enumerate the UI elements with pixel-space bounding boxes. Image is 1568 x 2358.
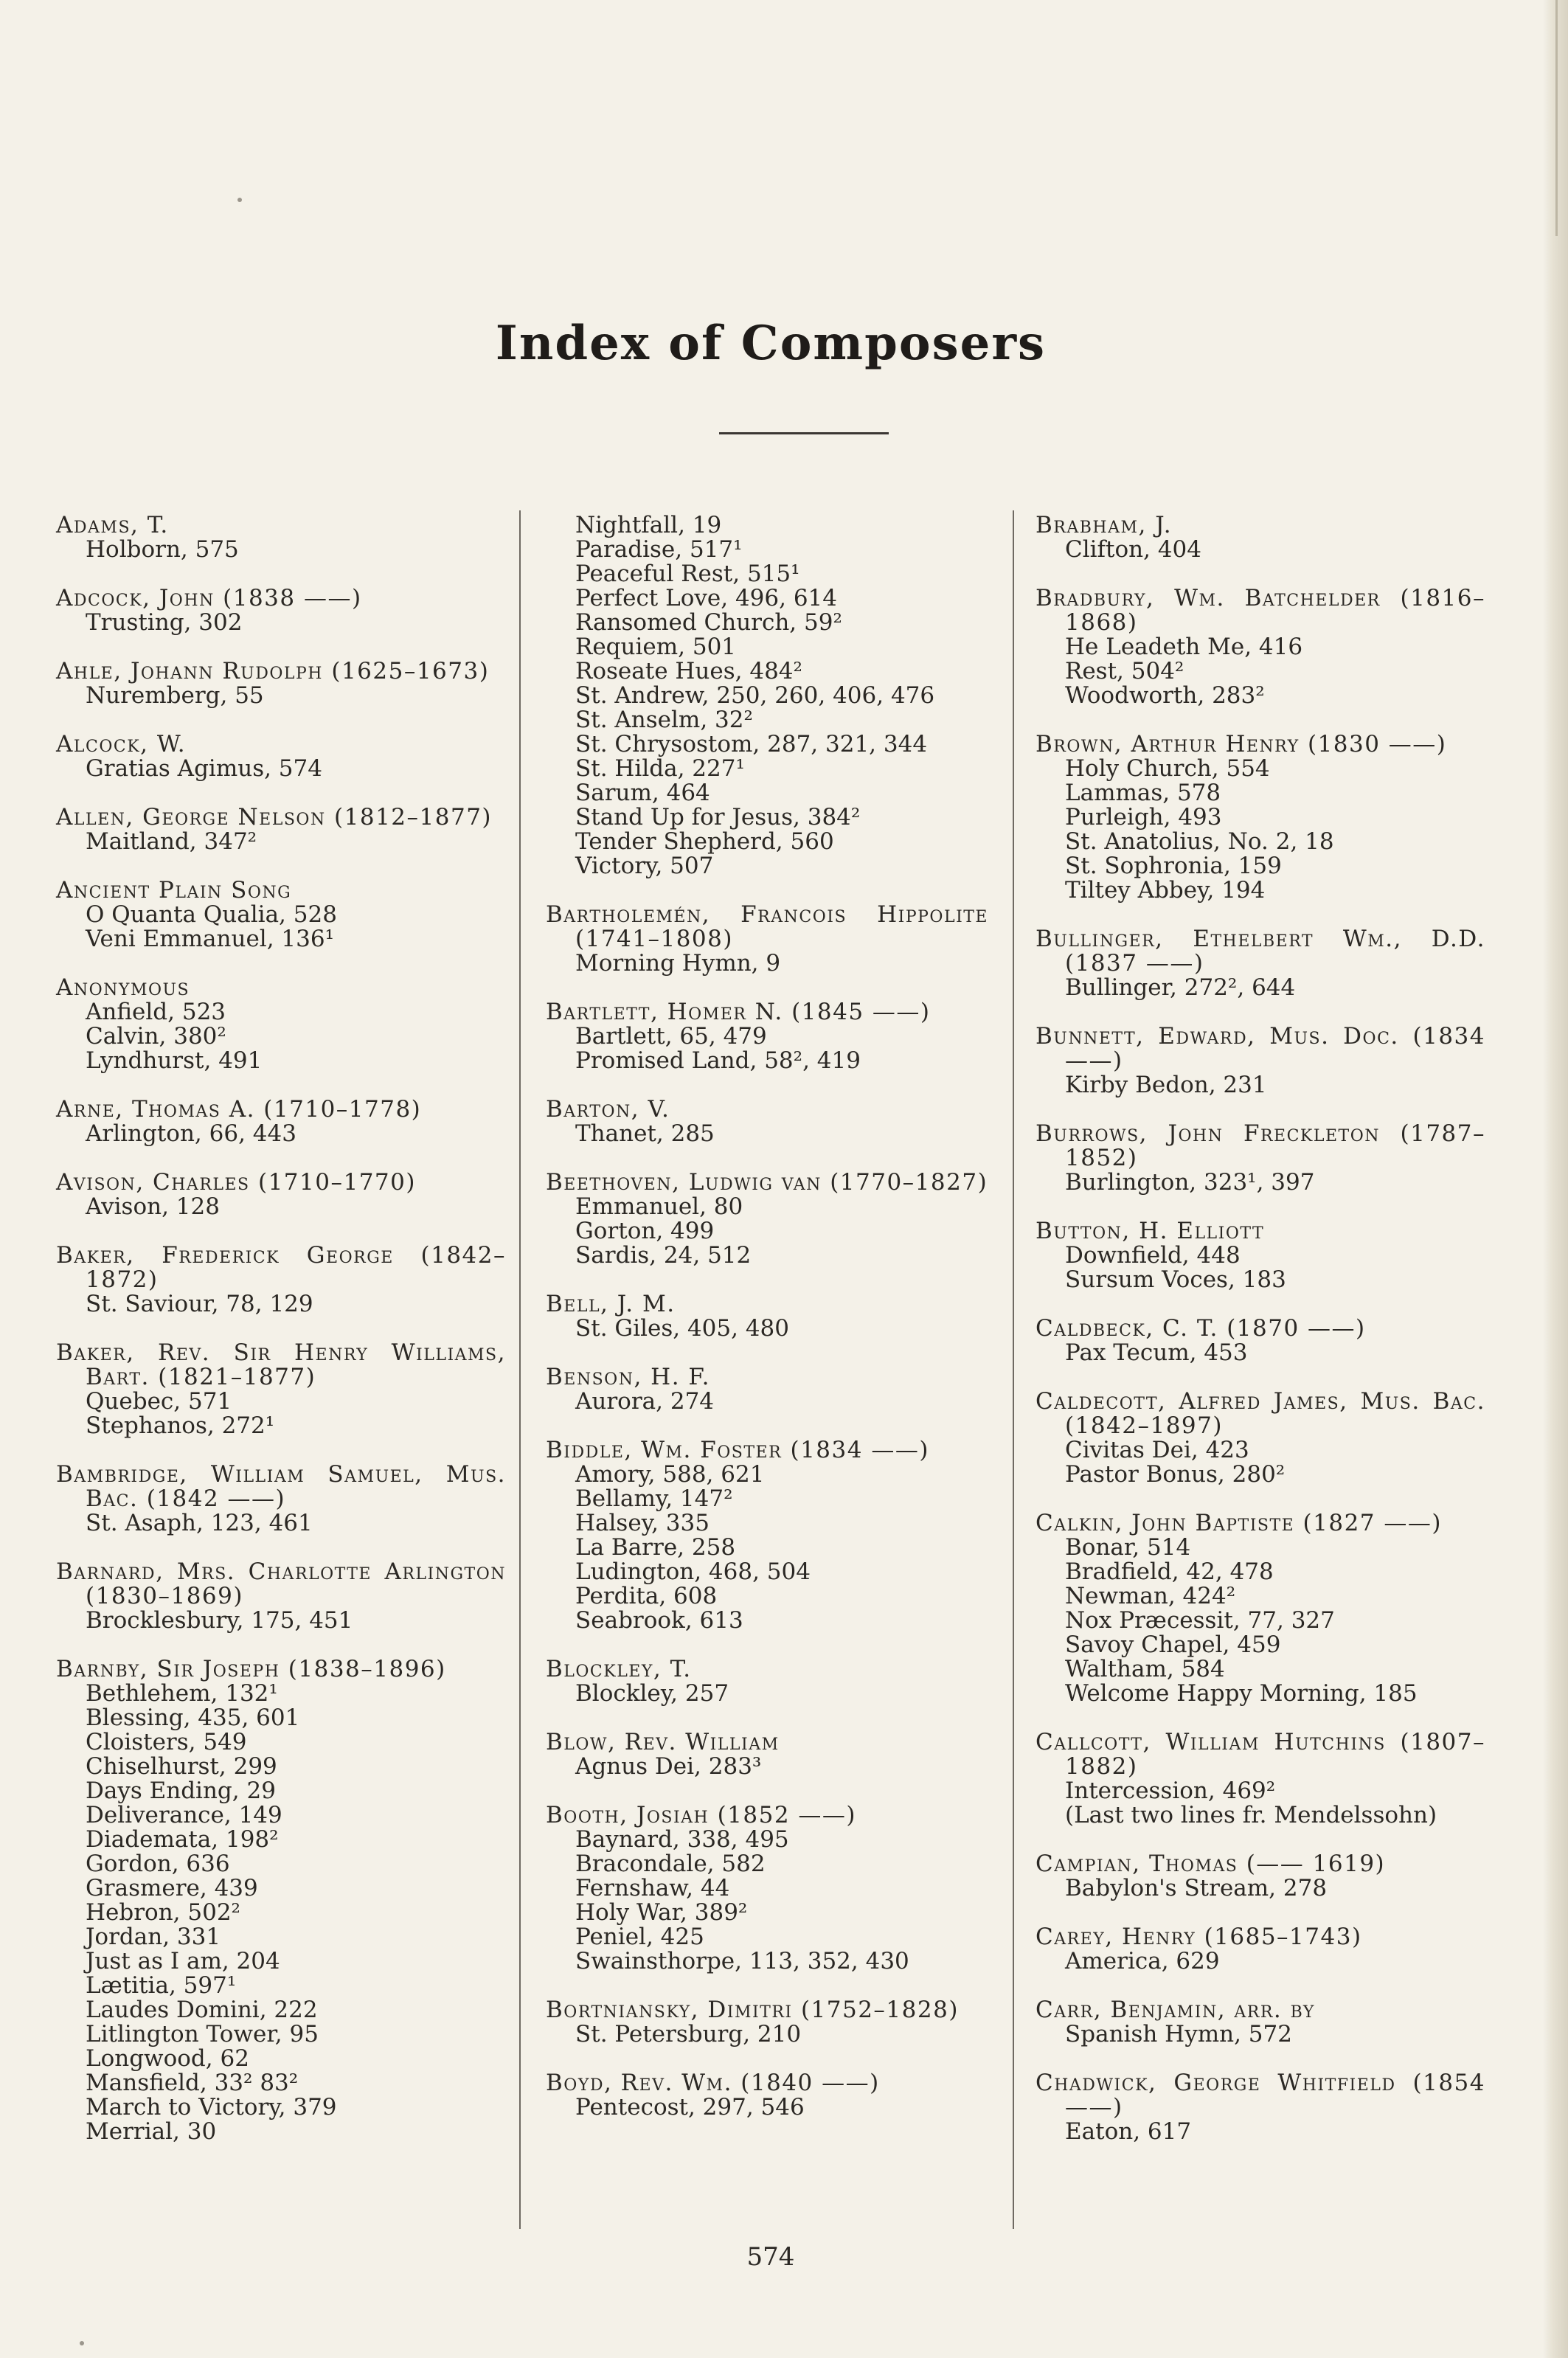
composer-name: Bradbury, Wm. Batchelder (1816–1868) (1035, 585, 1485, 636)
tune-entry: Bracondale, 582 (575, 1851, 766, 1877)
tune-entry: Amory, 588, 621 (575, 1461, 765, 1488)
tune-entry: (Last two lines fr. Mendelssohn) (1065, 1802, 1437, 1828)
composer-entry (56, 805, 506, 854)
tune-entry: Nuremberg, 55 (86, 682, 264, 709)
tune-entry: Paradise, 517¹ (575, 536, 743, 563)
tune-entry: Cloisters, 549 (86, 1729, 247, 1755)
tune-entry: St. Hilda, 227¹ (575, 755, 745, 782)
title-rule (719, 432, 889, 434)
composer-entry (546, 1000, 988, 1073)
tune-entry: La Barre, 258 (575, 1534, 736, 1561)
tune-entry: Swainsthorpe, 113, 352, 430 (575, 1948, 909, 1974)
tune-entry: Holy War, 389² (575, 1899, 748, 1926)
composer-name: Arne, Thomas A. (1710–1778) (56, 1096, 422, 1123)
tune-entry: Gorton, 499 (575, 1218, 715, 1244)
composer-entry (1035, 586, 1485, 708)
composer-name: Boyd, Rev. Wm. (1840 ——) (546, 2070, 880, 2096)
tune-entry: Just as I am, 204 (86, 1948, 280, 1974)
composer-entry (1035, 513, 1485, 562)
composer-entry (56, 659, 506, 708)
tune-entry: Deliverance, 149 (86, 1802, 282, 1828)
composer-entry (56, 1097, 506, 1146)
tune-entry: Clifton, 404 (1065, 536, 1201, 563)
paper-speck (80, 2341, 84, 2345)
tune-entry: Avison, 128 (86, 1193, 220, 1220)
composer-entry (546, 513, 988, 878)
composer-entry (1035, 1730, 1485, 1828)
composer-name: Carey, Henry (1685–1743) (1035, 1924, 1362, 1950)
tune-entry: Mansfield, 33² 83² (86, 2070, 299, 2096)
tune-entry: Sursum Voces, 183 (1065, 1266, 1286, 1293)
composer-entry (56, 513, 506, 562)
index-column-3 (1035, 513, 1485, 2168)
composer-name: Allen, George Nelson (1812–1877) (56, 804, 493, 830)
composer-name: Calkin, John Baptiste (1827 ——) (1035, 1510, 1442, 1536)
tune-entry: Pentecost, 297, 546 (575, 2094, 805, 2121)
tune-entry: March to Victory, 379 (86, 2094, 337, 2121)
tune-entry: Brocklesbury, 175, 451 (86, 1607, 353, 1634)
composer-entry (56, 878, 506, 951)
tune-entry: Bartlett, 65, 479 (575, 1023, 767, 1050)
tune-entry: Lætitia, 597¹ (86, 1972, 237, 1999)
tune-entry: St. Chrysostom, 287, 321, 344 (575, 731, 928, 757)
composer-name: Barnby, Sir Joseph (1838–1896) (56, 1656, 446, 1682)
tune-entry: Waltham, 584 (1065, 1656, 1225, 1682)
composer-name: Button, H. Elliott (1035, 1218, 1265, 1244)
composer-name: Ancient Plain Song (56, 877, 292, 904)
tune-entry: St. Petersburg, 210 (575, 2021, 802, 2047)
tune-entry: Gratias Agimus, 574 (86, 755, 322, 782)
composer-name: Adams, T. (56, 512, 169, 538)
composer-name: Caldecott, Alfred James, Mus. Bac. (1842–1897) (1035, 1388, 1485, 1439)
tune-entry: Stephanos, 272¹ (86, 1412, 275, 1439)
composer-name: Brown, Arthur Henry (1830 ——) (1035, 731, 1447, 757)
tune-entry: Holborn, 575 (86, 536, 239, 563)
composer-name: Callcott, William Hutchins (1807–1882) (1035, 1729, 1485, 1780)
tune-entry: Sarum, 464 (575, 780, 710, 806)
tune-entry: Savoy Chapel, 459 (1065, 1631, 1281, 1658)
tune-entry: Victory, 507 (575, 853, 714, 879)
tune-entry: Babylon's Stream, 278 (1065, 1875, 1328, 1901)
tune-entry: St. Anselm, 32² (575, 707, 753, 733)
tune-entry: O Quanta Qualia, 528 (86, 901, 337, 928)
tune-entry: St. Andrew, 250, 260, 406, 476 (575, 682, 935, 709)
tune-entry: St. Sophronia, 159 (1065, 853, 1282, 879)
tune-entry: Nox Præcessit, 77, 327 (1065, 1607, 1335, 1634)
tune-entry: Nightfall, 19 (575, 512, 722, 538)
composer-name: Alcock, W. (56, 731, 187, 757)
composer-name: Caldbeck, C. T. (1870 ——) (1035, 1315, 1366, 1342)
tune-entry: Ransomed Church, 59² (575, 609, 842, 636)
tune-entry: Chiselhurst, 299 (86, 1753, 277, 1780)
tune-entry: Veni Emmanuel, 136¹ (86, 926, 335, 952)
tune-entry: Bullinger, 272², 644 (1065, 974, 1296, 1001)
composer-name: Benson, H. F. (546, 1364, 710, 1390)
composer-entry (1035, 1317, 1485, 1365)
composer-entry (56, 586, 506, 635)
tune-entry: Welcome Happy Morning, 185 (1065, 1680, 1418, 1707)
tune-entry: America, 629 (1065, 1948, 1220, 1974)
tune-entry: Roseate Hues, 484² (575, 658, 802, 684)
composer-name: Barton, V. (546, 1096, 670, 1123)
tune-entry: Ludington, 468, 504 (575, 1558, 811, 1585)
tune-entry: Pastor Bonus, 280² (1065, 1461, 1286, 1488)
tune-entry: Tiltey Abbey, 194 (1065, 877, 1266, 904)
tune-entry: Blessing, 435, 601 (86, 1705, 300, 1731)
composer-entry (546, 1998, 988, 2047)
composer-name: Brabham, J. (1035, 512, 1173, 538)
composer-name: Baker, Frederick George (1842–1872) (56, 1242, 506, 1293)
tune-entry: Stand Up for Jesus, 384² (575, 804, 861, 830)
tune-entry: Downfield, 448 (1065, 1242, 1241, 1269)
tune-entry: St. Saviour, 78, 129 (86, 1291, 313, 1317)
composer-name: Bambridge, William Samuel, Mus. Bac. (1842 ——) (56, 1461, 506, 1512)
composer-entry (546, 1365, 988, 1414)
composer-name: Booth, Josiah (1852 ——) (546, 1802, 857, 1828)
composer-entry (1035, 1390, 1485, 1487)
tune-entry: Bonar, 514 (1065, 1534, 1191, 1561)
composer-entry (1035, 1852, 1485, 1901)
paper-speck (237, 198, 242, 202)
tune-entry: St. Asaph, 123, 461 (86, 1510, 313, 1536)
composer-entry (1035, 732, 1485, 903)
index-column-2 (546, 513, 988, 2144)
tune-entry: Diademata, 198² (86, 1826, 279, 1853)
composer-name: Adcock, John (1838 ——) (56, 585, 362, 611)
composer-name: Avison, Charles (1710–1770) (56, 1169, 416, 1196)
composer-entry (56, 1244, 506, 1317)
composer-name: Bunnett, Edward, Mus. Doc. (1834 ——) (1035, 1023, 1485, 1074)
composer-name: Barnard, Mrs. Charlotte Arlington (1830–1869) (56, 1558, 506, 1609)
tune-entry: St. Giles, 405, 480 (575, 1315, 790, 1342)
tune-entry: Woodworth, 283² (1065, 682, 1265, 709)
tune-entry: Jordan, 331 (86, 1924, 221, 1950)
composer-name: Beethoven, Ludwig van (1770–1827) (546, 1169, 988, 1196)
tune-entry: Hebron, 502² (86, 1899, 240, 1926)
tune-entry: Holy Church, 554 (1065, 755, 1270, 782)
tune-entry: Bradfield, 42, 478 (1065, 1558, 1274, 1585)
composer-entry (546, 1730, 988, 1779)
tune-entry: Bethlehem, 132¹ (86, 1680, 278, 1707)
tune-entry: Laudes Domini, 222 (86, 1997, 318, 2023)
page-edge-shadow (1543, 0, 1568, 2358)
tune-entry: Pax Tecum, 453 (1065, 1339, 1248, 1366)
composer-entry (546, 2071, 988, 2120)
tune-entry: Peniel, 425 (575, 1924, 704, 1950)
column-divider-2 (1013, 510, 1014, 2229)
tune-entry: Civitas Dei, 423 (1065, 1437, 1249, 1463)
composer-name: Carr, Benjamin, arr. by (1035, 1997, 1315, 2023)
column-divider-1 (519, 510, 521, 2229)
tune-entry: Halsey, 335 (575, 1510, 710, 1536)
tune-entry: Calvin, 380² (86, 1023, 226, 1050)
composer-name: Anonymous (56, 974, 190, 1001)
composer-entry (546, 903, 988, 976)
tune-entry: Agnus Dei, 283³ (575, 1753, 762, 1780)
composer-name: Bullinger, Ethelbert Wm., D.D. (1837 ——) (1035, 926, 1485, 977)
tune-entry: Emmanuel, 80 (575, 1193, 743, 1220)
tune-entry: Intercession, 469² (1065, 1778, 1276, 1804)
tune-entry: Perfect Love, 496, 614 (575, 585, 837, 611)
tune-entry: Seabrook, 613 (575, 1607, 743, 1634)
composer-entry (56, 1463, 506, 1536)
tune-entry: Thanet, 285 (575, 1120, 715, 1147)
composer-entry (1035, 1925, 1485, 1974)
tune-entry: Arlington, 66, 443 (86, 1120, 296, 1147)
composer-entry (56, 976, 506, 1073)
tune-entry: Aurora, 274 (575, 1388, 715, 1415)
composer-name: Ahle, Johann Rudolph (1625–1673) (56, 658, 490, 684)
composer-entry (1035, 1511, 1485, 1706)
composer-entry (56, 1560, 506, 1633)
tune-entry: Kirby Bedon, 231 (1065, 1072, 1267, 1098)
composer-entry (1035, 1219, 1485, 1292)
tune-entry: Newman, 424² (1065, 1583, 1236, 1609)
tune-entry: Perdita, 608 (575, 1583, 718, 1609)
tune-entry: Promised Land, 58², 419 (575, 1047, 861, 1074)
tune-entry: Eaton, 617 (1065, 2118, 1192, 2145)
tune-entry: Purleigh, 493 (1065, 804, 1222, 830)
tune-entry: He Leadeth Me, 416 (1065, 634, 1303, 660)
tune-entry: Lammas, 578 (1065, 780, 1221, 806)
composer-name: Bartlett, Homer N. (1845 ——) (546, 999, 931, 1025)
tune-entry: Morning Hymn, 9 (575, 950, 781, 977)
tune-entry: Grasmere, 439 (86, 1875, 258, 1901)
tune-entry: Gordon, 636 (86, 1851, 230, 1877)
tune-entry: Spanish Hymn, 572 (1065, 2021, 1292, 2047)
tune-entry: Baynard, 338, 495 (575, 1826, 789, 1853)
composer-entry (546, 1438, 988, 1633)
tune-entry: Days Ending, 29 (86, 1778, 276, 1804)
composer-entry (56, 1341, 506, 1438)
page-number: 574 (746, 2242, 795, 2272)
composer-entry (546, 1292, 988, 1341)
tune-entry: Blockley, 257 (575, 1680, 729, 1707)
tune-entry: Lyndhurst, 491 (86, 1047, 263, 1074)
composer-name: Blow, Rev. William (546, 1729, 780, 1755)
composer-name: Bortniansky, Dimitri (1752–1828) (546, 1997, 959, 2023)
page-title: Index of Composers (495, 316, 1047, 371)
tune-entry: Trusting, 302 (86, 609, 243, 636)
tune-entry: Peaceful Rest, 515¹ (575, 561, 800, 587)
binding-line (1555, 0, 1558, 236)
tune-entry: Sardis, 24, 512 (575, 1242, 752, 1269)
composer-entry (546, 1171, 988, 1268)
tune-entry: Tender Shepherd, 560 (575, 828, 834, 855)
index-column-1 (56, 513, 506, 2168)
composer-name: Burrows, John Freckleton (1787–1852) (1035, 1120, 1485, 1171)
composer-entry (56, 732, 506, 781)
tune-entry: Maitland, 347² (86, 828, 257, 855)
composer-entry (1035, 1998, 1485, 2047)
composer-name: Baker, Rev. Sir Henry Williams, Bart. (1821–1877) (56, 1339, 506, 1390)
composer-name: Bartholemén, Francois Hippolite (1741–1808) (546, 901, 988, 952)
composer-name: Blockley, T. (546, 1656, 692, 1682)
tune-entry: Fernshaw, 44 (575, 1875, 730, 1901)
composer-entry (56, 1171, 506, 1219)
tune-entry: Litlington Tower, 95 (86, 2021, 319, 2047)
composer-entry (1035, 1024, 1485, 1097)
tune-entry: Rest, 504² (1065, 658, 1184, 684)
tune-entry: Quebec, 571 (86, 1388, 232, 1415)
tune-entry: Bellamy, 147² (575, 1485, 733, 1512)
composer-name: Campian, Thomas (—— 1619) (1035, 1851, 1386, 1877)
tune-entry: Longwood, 62 (86, 2045, 249, 2072)
composer-name: Chadwick, George Whitfield (1854 ——) (1035, 2070, 1485, 2121)
composer-name: Bell, J. M. (546, 1291, 676, 1317)
composer-entry (546, 1097, 988, 1146)
composer-entry (1035, 927, 1485, 1000)
tune-entry: Anfield, 523 (86, 999, 226, 1025)
composer-entry (546, 1657, 988, 1706)
composer-entry (56, 1657, 506, 2144)
tune-entry: Burlington, 323¹, 397 (1065, 1169, 1315, 1196)
composer-name: Biddle, Wm. Foster (1834 ——) (546, 1437, 929, 1463)
composer-entry (1035, 1122, 1485, 1195)
composer-entry (546, 1803, 988, 1974)
composer-entry (1035, 2071, 1485, 2144)
tune-entry: Merrial, 30 (86, 2118, 217, 2145)
tune-entry: St. Anatolius, No. 2, 18 (1065, 828, 1334, 855)
tune-entry: Requiem, 501 (575, 634, 737, 660)
